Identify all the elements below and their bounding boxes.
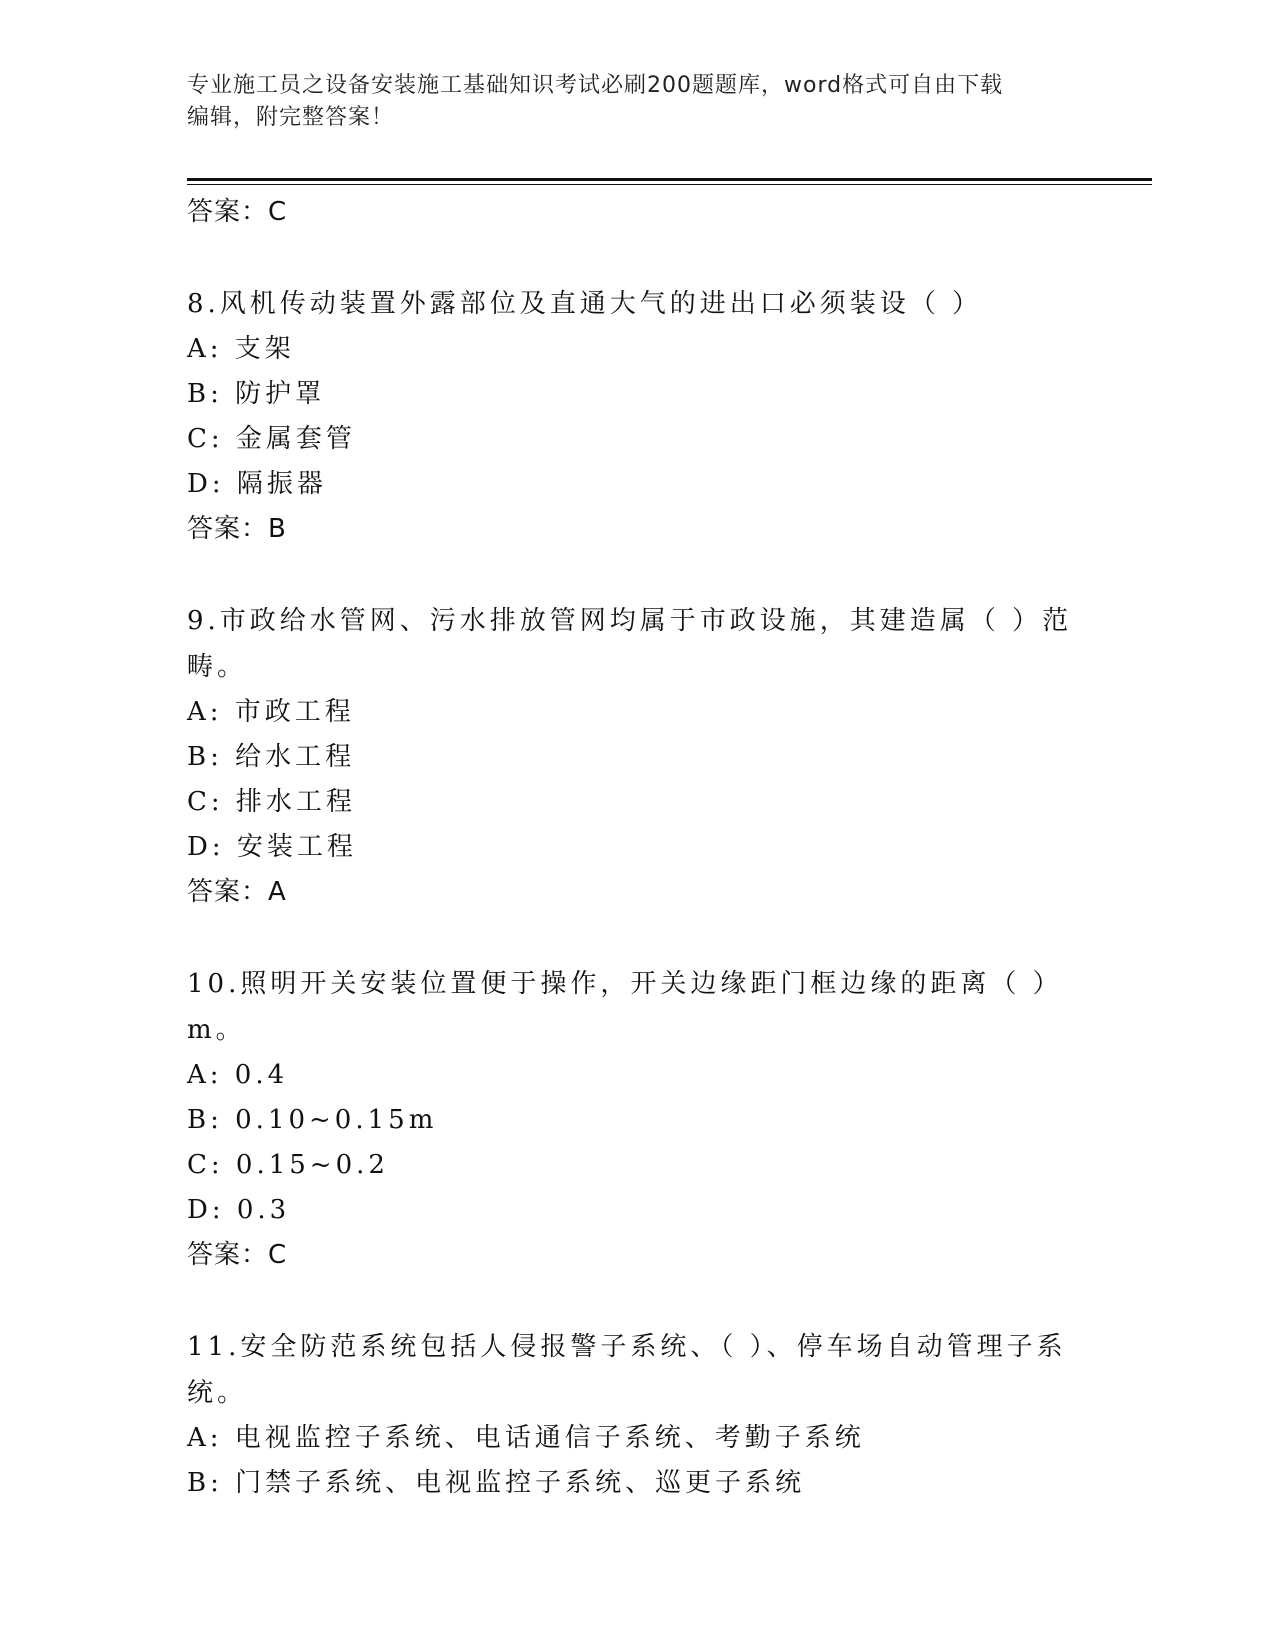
spacer	[187, 235, 1107, 281]
option-a: A: 0.4	[187, 1060, 289, 1090]
option-c: C: 0.15~0.2	[187, 1150, 389, 1180]
option-c: C: 排水工程	[187, 787, 356, 817]
question-stem: 9.市政给水管网、污水排放管网均属于市政设施，其建造属（ ）范畴。	[187, 606, 1073, 682]
question-block	[187, 598, 1107, 915]
question-block	[187, 281, 1107, 552]
document-header	[187, 70, 1067, 134]
option-b: B: 防护罩	[187, 379, 326, 409]
option-c: C: 金属套管	[187, 424, 356, 454]
answer-line: 答案：C	[187, 197, 288, 227]
question-block	[187, 1324, 1107, 1506]
spacer	[187, 552, 1107, 598]
question-stem: 8.风机传动装置外露部位及直通大气的进出口必须装设（ ）	[187, 289, 983, 319]
option-d: D: 0.3	[187, 1195, 291, 1225]
answer-line: 答案：A	[187, 877, 287, 907]
spacer	[187, 915, 1107, 961]
option-a: A: 市政工程	[187, 697, 355, 727]
spacer	[187, 1278, 1107, 1324]
question-stem: 11.安全防范系统包括人侵报警子系统、（ ）、停车场自动管理子系统。	[187, 1332, 1067, 1408]
header-line-2: 编辑，附完整答案！	[187, 105, 395, 130]
option-b: B: 门禁子系统、电视监控子系统、巡更子系统	[187, 1468, 806, 1498]
option-d: D: 隔振器	[187, 469, 327, 499]
question-list	[187, 190, 1107, 1506]
option-b: B: 0.10~0.15m	[187, 1105, 438, 1135]
option-d: D: 安装工程	[187, 832, 357, 862]
header-rule-thick	[187, 178, 1152, 181]
option-b: B: 给水工程	[187, 742, 356, 772]
answer-line: 答案：B	[187, 514, 287, 544]
question-stem: 10.照明开关安装位置便于操作，开关边缘距门框边缘的距离（ ）m。	[187, 969, 1063, 1045]
header-line-1: 专业施工员之设备安装施工基础知识考试必刷200题题库，word格式可自由下载	[187, 73, 1004, 98]
option-a: A: 支架	[187, 334, 295, 364]
header-rule-thin	[187, 184, 1152, 185]
option-a: A: 电视监控子系统、电话通信子系统、考勤子系统	[187, 1423, 865, 1453]
question-block	[187, 961, 1107, 1278]
answer-line: 答案：C	[187, 1240, 288, 1270]
